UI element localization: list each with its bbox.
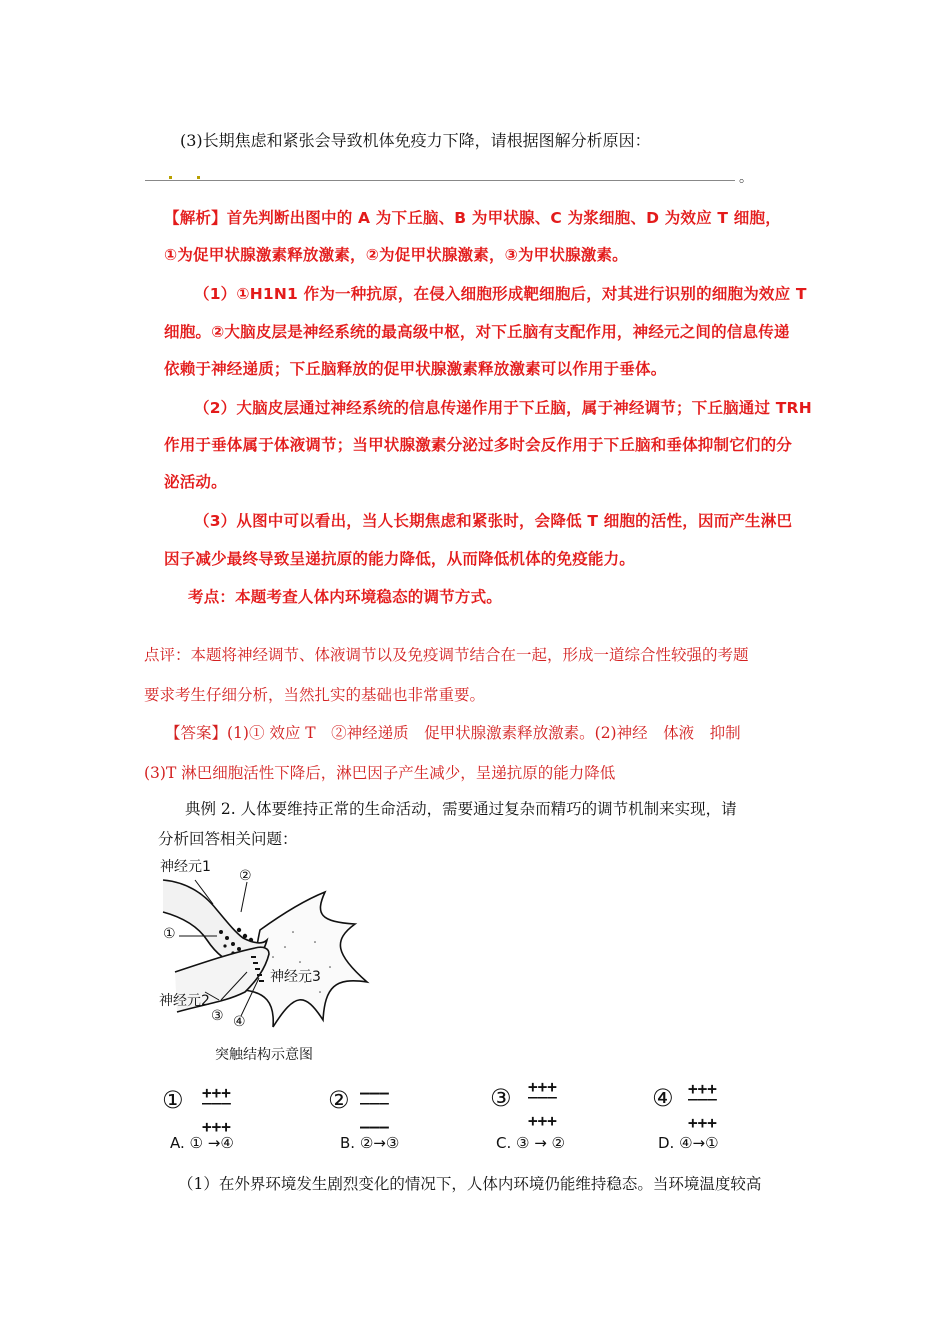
charge-diagram-3: +++ ‾‾‾ +++ xyxy=(528,1077,557,1130)
option-b: B. ②→③ xyxy=(340,1134,400,1152)
label-marker-3: ③ xyxy=(211,1008,224,1024)
answer-line: (3)T 淋巴细胞活性下降后，淋巴因子产生减少，呈递抗原的能力降低 xyxy=(144,764,616,782)
blank-end-mark: 。 xyxy=(739,170,753,186)
analysis-line: 泌活动。 xyxy=(164,473,227,491)
blank-underline xyxy=(145,180,735,181)
option-c: C. ③ → ② xyxy=(496,1134,566,1152)
analysis-line: （2）大脑皮层通过神经系统的信息传递作用于下丘脑，属于神经调节；下丘脑通过 TRH xyxy=(194,399,812,417)
analysis-line: 作用于垂体属于体液调节；当甲状腺激素分泌过多时会反作用于下丘脑和垂体抑制它们的分 xyxy=(164,436,793,454)
options-row xyxy=(160,1072,800,1162)
option-1-number: ① xyxy=(162,1086,184,1114)
charge-diagram-2: ‒‒‒ ‾‾‾ ‒‒‒ xyxy=(360,1083,389,1136)
option-3-number: ③ xyxy=(490,1084,512,1112)
label-marker-1: ① xyxy=(163,926,176,942)
option-d: D. ④→① xyxy=(658,1134,719,1152)
label-marker-2: ② xyxy=(239,868,252,884)
analysis-line: 【解析】首先判断出图中的 A 为下丘脑、B 为甲状腺、C 为浆细胞、D 为效应 T 细胞， xyxy=(164,209,781,227)
option-4-number: ④ xyxy=(652,1084,674,1112)
answer-blank xyxy=(145,170,765,186)
comment-line: 要求考生仔细分析，当然扎实的基础也非常重要。 xyxy=(144,686,486,704)
charge-diagram-4: +++ ‾‾‾ +++ xyxy=(688,1079,717,1132)
label-neuron1: 神经元1 xyxy=(160,859,211,875)
analysis-kaodian: 考点：本题考查人体内环境稳态的调节方式。 xyxy=(188,588,503,606)
example-line: 典例 2. 人体要维持正常的生命活动，需要通过复杂而精巧的调节机制来实现，请 xyxy=(185,800,737,818)
question-3: (3)长期焦虑和紧张会导致机体免疫力下降，请根据图解分析原因： xyxy=(180,131,651,150)
figure-caption: 突触结构示意图 xyxy=(215,1047,313,1063)
analysis-line: 依赖于神经递质；下丘脑释放的促甲状腺激素释放激素可以作用于垂体。 xyxy=(164,360,667,378)
analysis-line: 因子减少最终导致呈递抗原的能力降低，从而降低机体的免疫能力。 xyxy=(164,550,636,568)
blank-dot xyxy=(169,176,172,179)
analysis-line: ①为促甲状腺激素释放激素，②为促甲状腺激素，③为甲状腺激素。 xyxy=(164,246,628,264)
charge-diagram-1: +++ ‾‾‾ +++ xyxy=(202,1083,231,1136)
analysis-line: （3）从图中可以看出，当人长期焦虑和紧张时，会降低 T 细胞的活性，因而产生淋巴 xyxy=(194,512,793,530)
option-a: A. ① →④ xyxy=(170,1134,234,1152)
question-1: （1）在外界环境发生剧烈变化的情况下，人体内环境仍能维持稳态。当环境温度较高 xyxy=(178,1175,762,1193)
comment-line: 点评：本题将神经调节、体液调节以及免疫调节结合在一起，形成一道综合性较强的考题 xyxy=(144,646,749,664)
blank-dot xyxy=(197,176,200,179)
synapse-figure xyxy=(155,852,385,1067)
label-neuron3: 神经元3 xyxy=(270,969,321,985)
label-marker-4: ④ xyxy=(233,1014,246,1030)
label-neuron2: 神经元2 xyxy=(159,993,210,1009)
synapse-diagram xyxy=(155,852,385,1067)
analysis-line: （1）①H1N1 作为一种抗原，在侵入细胞形成靶细胞后，对其进行识别的细胞为效应 T xyxy=(194,285,807,303)
option-2-number: ② xyxy=(328,1086,350,1114)
analysis-line: 细胞。②大脑皮层是神经系统的最高级中枢，对下丘脑有支配作用，神经元之间的信息传递 xyxy=(164,323,790,341)
answer-line: 【答案】(1)① 效应 T ②神经递质 促甲状腺激素释放激素。(2)神经 体液 抑制 xyxy=(165,724,741,742)
example-line: 分析回答相关问题： xyxy=(158,830,298,848)
